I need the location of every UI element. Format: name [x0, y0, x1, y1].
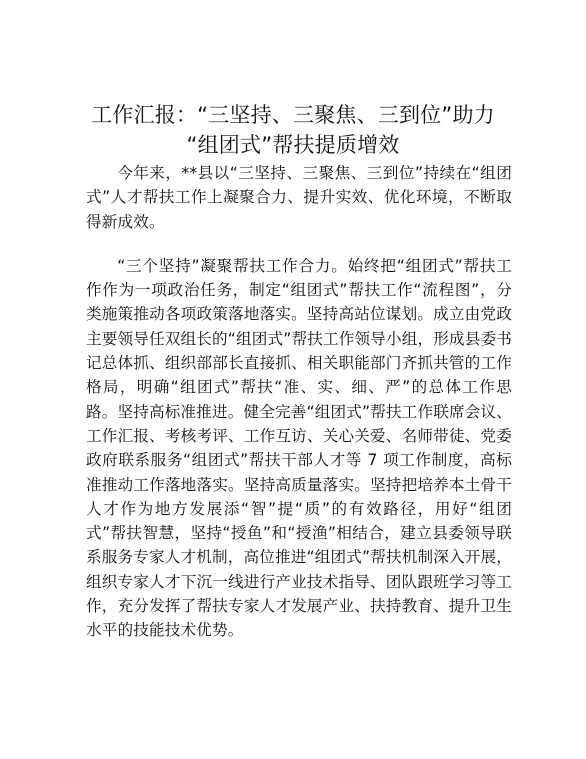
document-title — [60, 100, 526, 160]
three-persistences-paragraph: “三个坚持”凝聚帮扶工作合力。始终把“组团式”帮扶工作作为一项政治任务，制定“组团式”帮扶工作“流程图”，分类施策推动各项政策落地落实。坚持高站位谋划。成立由党政主要领导任双组长的“组团式”帮扶工作领导小组，形成县委书记总体抓、组织部部长直接抓、相关职能部门齐抓共管的工作格局，明确“组团式”帮扶“准、实、细、严”的总体工作思路。坚持高标准推进。健全完善“组团式”帮扶工作联席会议、工作汇报、考核考评、工作互访、关心关爱、名师带徒、党委政府联系服务“组团式”帮扶干部人才等 7 项工作制度，高标准推动工作落地落实。坚持高质量落实。坚持把培养本土骨干人才作为地方发展添“智”提“质”的有效路径，用好“组团式”帮扶智慧，坚持“授鱼”和“授渔”相结合，建立县委领导联系服务专家人才机制，高位推进“组团式”帮扶机制深入开展，组织专家人才下沉一线进行产业技术指导、团队跟班学习等工作，充分发挥了帮扶专家人才发展产业、扶持教育、提升卫生水平的技能技术优势。 — [86, 256, 512, 640]
document-body — [86, 161, 512, 643]
title-line-1: 工作汇报：“三坚持、三聚焦、三到位”助力 — [91, 103, 495, 127]
title-line-2: “组团式”帮扶提质增效 — [186, 133, 400, 157]
intro-paragraph: 今年来，**县以“三坚持、三聚焦、三到位”持续在“组团式”人才帮扶工作上凝聚合力、提升实效、优化环境，不断取得新成效。 — [86, 164, 512, 231]
